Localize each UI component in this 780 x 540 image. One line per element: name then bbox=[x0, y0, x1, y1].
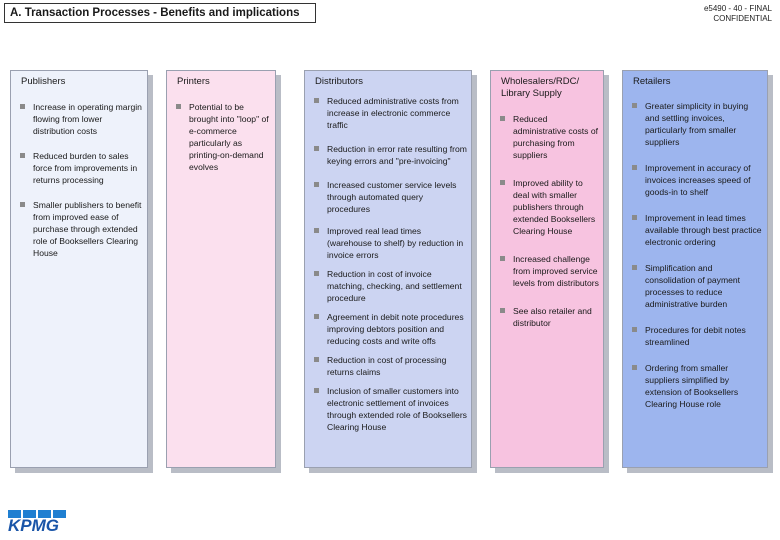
list-item: See also retailer and distributor bbox=[495, 305, 599, 329]
bullet-icon bbox=[500, 180, 505, 185]
bullet-icon bbox=[632, 165, 637, 170]
list-item: Reduced administrative costs of purchasing from suppliers bbox=[495, 113, 599, 161]
document-reference bbox=[704, 4, 772, 24]
bullet-icon bbox=[632, 103, 637, 108]
column-heading: Publishers bbox=[21, 76, 66, 87]
column-heading: Retailers bbox=[633, 76, 671, 87]
column-publishers bbox=[10, 70, 148, 468]
bullet-icon bbox=[20, 153, 25, 158]
column-retailers bbox=[622, 70, 768, 468]
list-item: Procedures for debit notes streamlined bbox=[627, 324, 763, 348]
page-title: A. Transaction Processes - Benefits and implications bbox=[4, 3, 316, 23]
list-item: Improved ability to deal with smaller publishers through extended Booksellers Clearing House bbox=[495, 177, 599, 237]
list-item: Potential to be brought into "loop" of e-commerce particularly as printing-on-demand evolves bbox=[171, 101, 271, 173]
bullet-icon bbox=[500, 256, 505, 261]
list-item: Increase in operating margin flowing from lower distribution costs bbox=[15, 101, 143, 137]
bullet-icon bbox=[314, 314, 319, 319]
bullet-icon bbox=[20, 202, 25, 207]
bullet-icon bbox=[632, 265, 637, 270]
list-item: Increased customer service levels through automated query procedures bbox=[309, 179, 467, 215]
bullet-icon bbox=[176, 104, 181, 109]
list-item: Inclusion of smaller customers into electronic settlement of invoices through extended role of Booksellers Clearing House bbox=[309, 385, 467, 433]
list-item: Greater simplicity in buying and settling invoices, particularly from smaller suppliers bbox=[627, 100, 763, 148]
list-item: Reduction in error rate resulting from keying errors and "pre-invoicing" bbox=[309, 143, 467, 167]
bullet-icon bbox=[314, 98, 319, 103]
list-item: Improvement in accuracy of invoices increases speed of goods-in to shelf bbox=[627, 162, 763, 198]
list-item: Reduced administrative costs from increase in electronic commerce traffic bbox=[309, 95, 467, 131]
column-heading: Wholesalers/RDC/ Library Supply bbox=[501, 76, 580, 99]
kpmg-logo bbox=[8, 510, 66, 536]
bullet-icon bbox=[500, 308, 505, 313]
column-printers bbox=[166, 70, 276, 468]
list-item: Simplification and consolidation of payment processes to reduce administrative burden bbox=[627, 262, 763, 310]
list-item: Improved real lead times (warehouse to shelf) by reduction in invoice errors bbox=[309, 225, 467, 261]
bullet-icon bbox=[314, 357, 319, 362]
list-item: Reduction in cost of processing returns claims bbox=[309, 354, 467, 378]
bullet-icon bbox=[632, 215, 637, 220]
bullet-icon bbox=[314, 228, 319, 233]
column-heading: Printers bbox=[177, 76, 210, 87]
list-item: Smaller publishers to benefit from improved ease of purchase through extended role of Booksellers Clearing House bbox=[15, 199, 143, 259]
column-wholesalers bbox=[490, 70, 604, 468]
reference-code: e5490 - 40 - FINAL bbox=[703, 4, 772, 13]
confidential-label: CONFIDENTIAL bbox=[713, 14, 772, 23]
bullet-icon bbox=[314, 182, 319, 187]
logo-text: KPMG bbox=[8, 516, 59, 535]
bullet-icon bbox=[20, 104, 25, 109]
bullet-icon bbox=[500, 116, 505, 121]
column-distributors bbox=[304, 70, 472, 468]
list-item: Increased challenge from improved service levels from distributors bbox=[495, 253, 599, 289]
bullet-icon bbox=[632, 365, 637, 370]
bullet-icon bbox=[314, 388, 319, 393]
column-heading: Distributors bbox=[315, 76, 364, 87]
list-item: Reduction in cost of invoice matching, checking, and settlement procedure bbox=[309, 268, 467, 304]
list-item: Improvement in lead times available through best practice electronic ordering bbox=[627, 212, 763, 248]
bullet-icon bbox=[314, 271, 319, 276]
bullet-icon bbox=[632, 327, 637, 332]
list-item: Agreement in debit note procedures improving debtors position and reducing costs and write offs bbox=[309, 311, 467, 347]
list-item: Reduced burden to sales force from improvements in returns processing bbox=[15, 150, 143, 186]
list-item: Ordering from smaller suppliers simplified by extension of Booksellers Clearing House role bbox=[627, 362, 763, 410]
bullet-icon bbox=[314, 146, 319, 151]
